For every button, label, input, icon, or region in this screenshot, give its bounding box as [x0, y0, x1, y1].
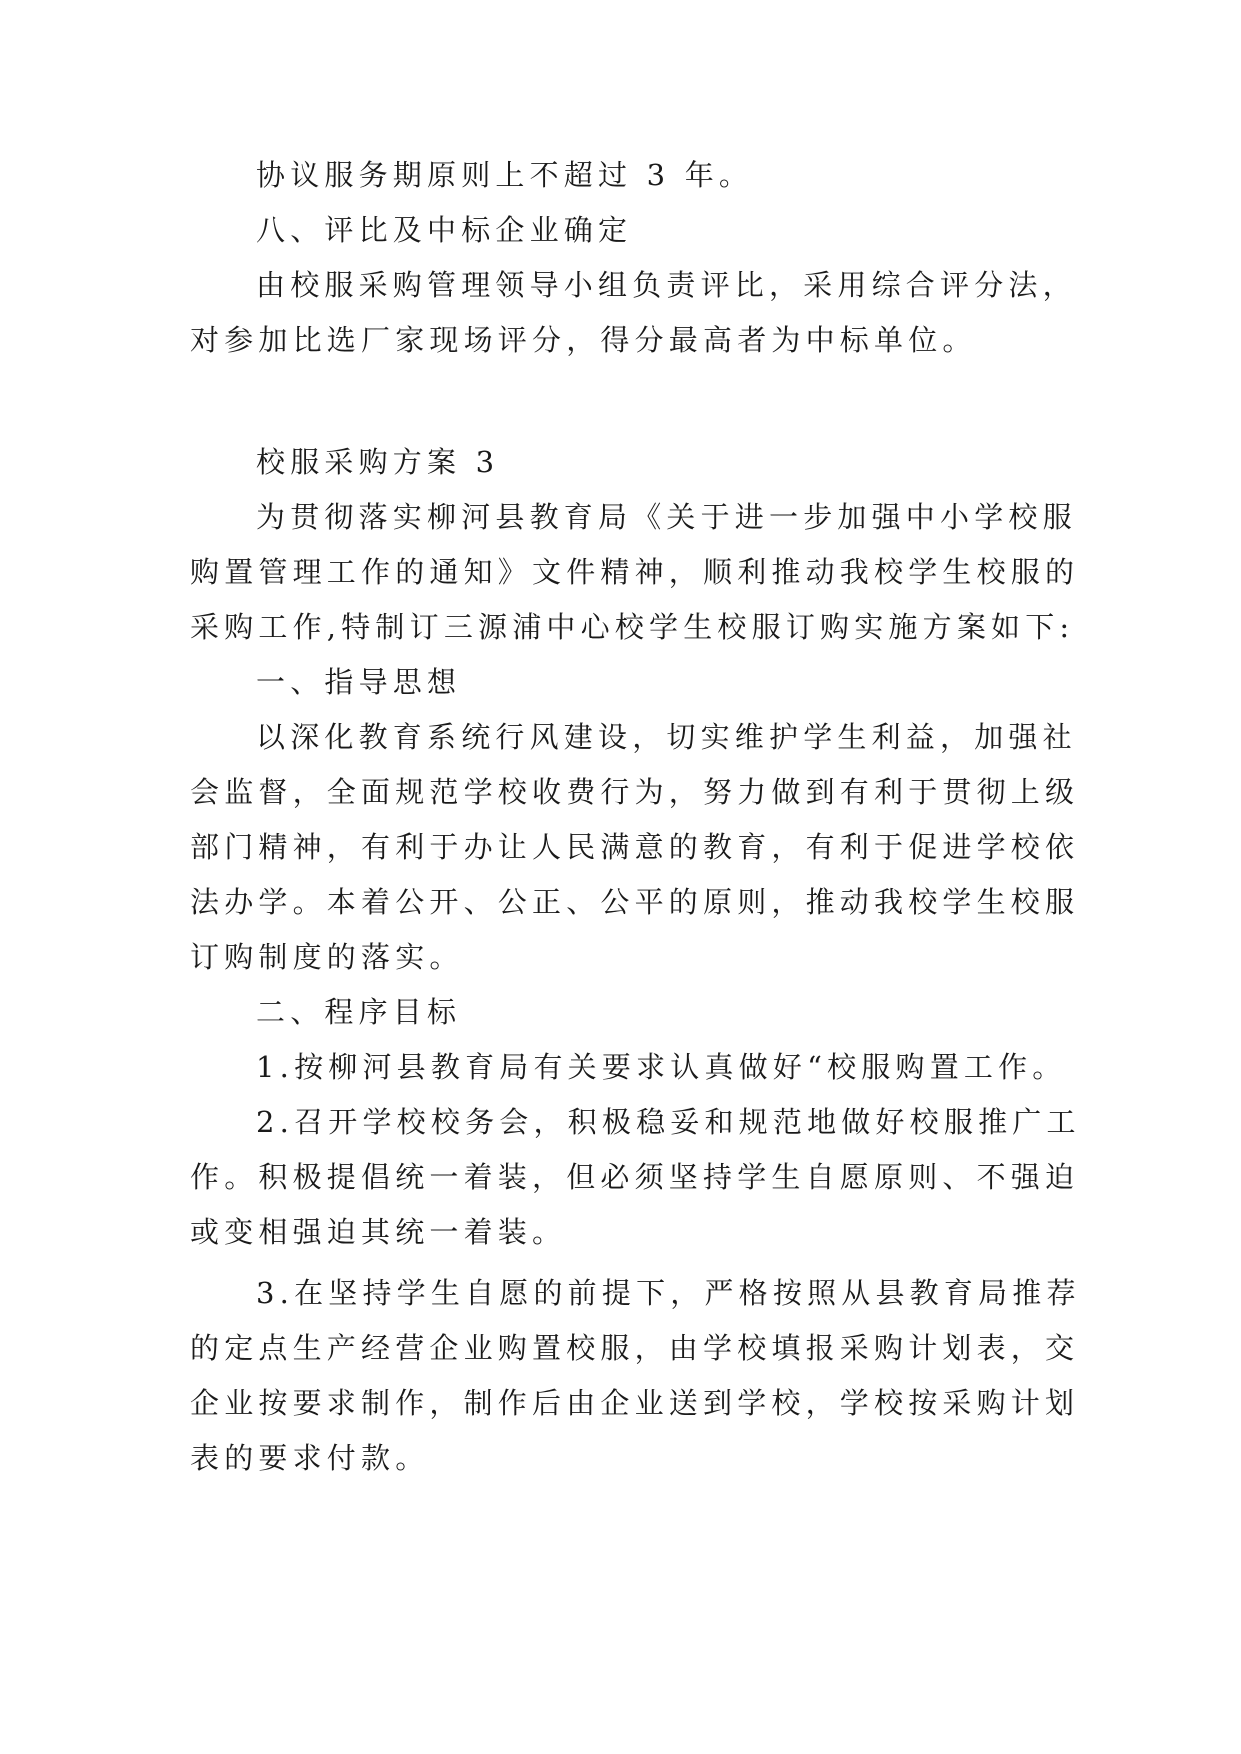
paragraph-line: 法办学。本着公开、公正、公平的原则，推动我校学生校服: [190, 885, 1080, 919]
paragraph-line: 会监督，全面规范学校收费行为，努力做到有利于贯彻上级: [190, 775, 1080, 809]
paragraph-line: 由校服采购管理领导小组负责评比，采用综合评分法，: [256, 268, 1077, 302]
paragraph-line: 作。积极提倡统一着装，但必须坚持学生自愿原则、不强迫: [190, 1160, 1080, 1194]
section-heading: 八、评比及中标企业确定: [256, 213, 633, 247]
paragraph-line: 对参加比选厂家现场评分，得分最高者为中标单位。: [190, 323, 977, 357]
document-subtitle: 校服采购方案 3: [256, 445, 500, 479]
paragraph-line: 协议服务期原则上不超过 3 年。: [256, 158, 754, 192]
paragraph-line: 企业按要求制作，制作后由企业送到学校，学校按采购计划: [190, 1386, 1080, 1420]
list-item-line: 3.在坚持学生自愿的前提下，严格按照从县教育局推荐: [256, 1276, 1081, 1310]
paragraph-line: 以深化教育系统行风建设，切实维护学生利益，加强社: [256, 720, 1077, 754]
paragraph-line: 采购工作,特制订三源浦中心校学生校服订购实施方案如下:: [190, 610, 1075, 644]
paragraph-line: 购置管理工作的通知》文件精神，顺利推动我校学生校服的: [190, 555, 1080, 589]
paragraph-line: 订购制度的落实。: [190, 940, 464, 974]
section-heading: 一、指导思想: [256, 665, 462, 699]
paragraph-line: 的定点生产经营企业购置校服，由学校填报采购计划表，交: [190, 1331, 1080, 1365]
paragraph-line: 表的要求付款。: [190, 1441, 430, 1475]
list-item-line: 2.召开学校校务会，积极稳妥和规范地做好校服推广工: [256, 1105, 1081, 1139]
paragraph-line: 为贯彻落实柳河县教育局《关于进一步加强中小学校服: [256, 500, 1077, 534]
section-heading: 二、程序目标: [256, 995, 462, 1029]
paragraph-line: 或变相强迫其统一着装。: [190, 1215, 567, 1249]
paragraph-line: 部门精神，有利于办让人民满意的教育，有利于促进学校依: [190, 830, 1080, 864]
list-item-line: 1.按柳河县教育局有关要求认真做好“校服购置工作。: [256, 1050, 1067, 1084]
